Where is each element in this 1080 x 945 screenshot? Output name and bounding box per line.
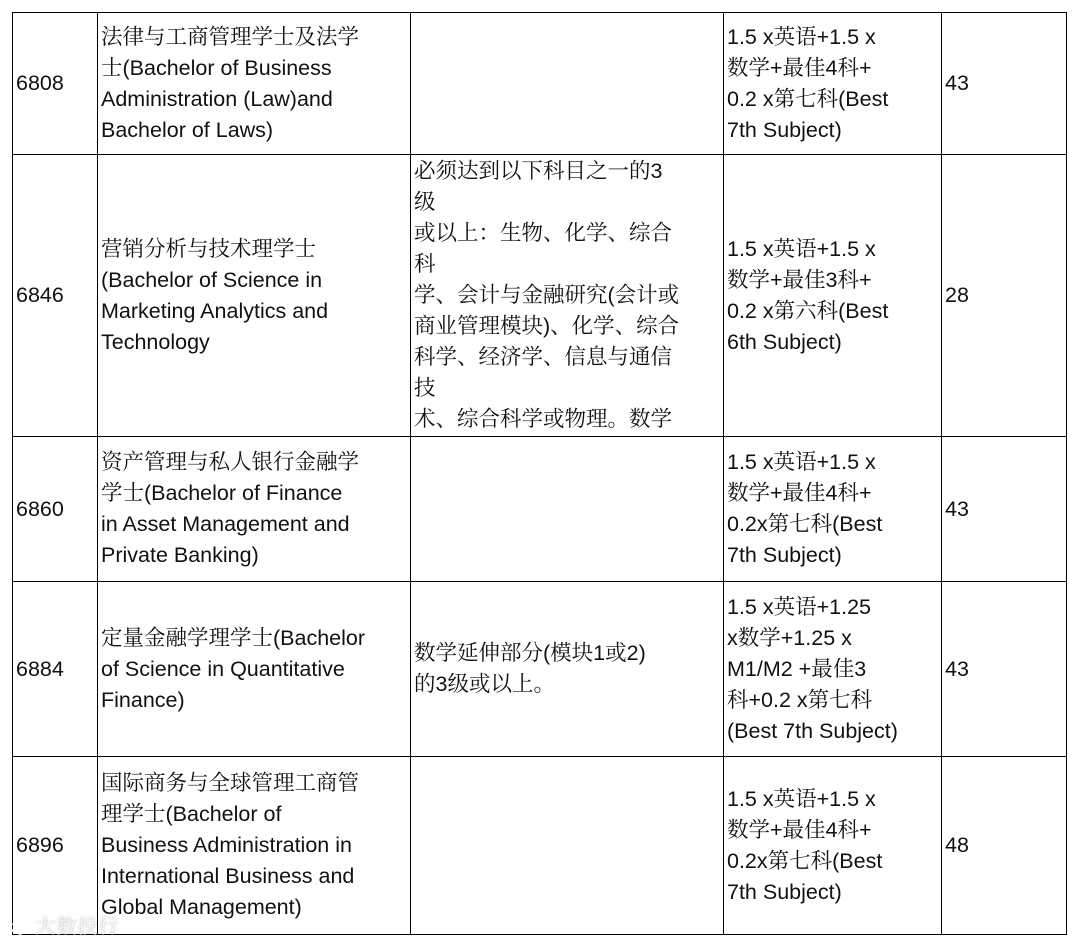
table-row	[13, 155, 1067, 437]
min-score: 43	[945, 496, 969, 521]
formula-line: 科+0.2 x第七科	[727, 687, 873, 712]
program-code: 6846	[16, 283, 64, 307]
requirement-line: 或以上：生物、化学、综合	[414, 221, 673, 245]
program-name-cell	[98, 757, 411, 935]
formula-line: 1.5 x英语+1.5 x	[727, 786, 876, 811]
formula-line: 数学+最佳4科+	[727, 481, 872, 505]
program-code-cell	[13, 155, 98, 437]
program-name-line: 士(Bachelor of Business	[101, 55, 332, 80]
formula-line: 7th Subject)	[727, 879, 842, 904]
min-score: 43	[945, 71, 969, 95]
requirement-line: 的3级或以上。	[414, 672, 555, 696]
program-name-line: Private Banking)	[101, 543, 259, 567]
watermark	[6, 910, 119, 940]
min-score-cell	[942, 155, 1067, 437]
min-score-cell	[942, 582, 1067, 757]
min-score-cell	[942, 13, 1067, 155]
program-name-cell	[98, 582, 411, 757]
program-name-line: 资产管理与私人银行金融学	[101, 450, 360, 474]
program-code: 6808	[16, 71, 64, 95]
table-body	[13, 13, 1067, 935]
formula-line: 1.5 x英语+1.25	[727, 594, 872, 619]
score-formula-cell	[724, 757, 942, 935]
formula-line: 0.2 x第七科(Best	[727, 86, 889, 111]
program-code-cell	[13, 437, 98, 582]
formula-line: 6th Subject)	[727, 329, 842, 354]
program-name-line: Administration (Law)and	[101, 86, 333, 111]
requirement-line: 科	[414, 252, 436, 276]
formula-line: 1.5 x英语+1.5 x	[727, 24, 876, 49]
score-formula-cell	[724, 155, 942, 437]
program-code-cell	[13, 582, 98, 757]
formula-line: 1.5 x英语+1.5 x	[727, 236, 876, 261]
table-row	[13, 13, 1067, 155]
formula-line: 0.2 x第六科(Best	[727, 298, 889, 323]
program-name-line: 理学士(Bachelor of	[101, 802, 282, 826]
table-row	[13, 582, 1067, 757]
program-name-line: 营销分析与技术理学士	[101, 236, 317, 261]
program-name-line: Global Management)	[101, 895, 302, 919]
program-name-line: Finance)	[101, 687, 185, 712]
min-score-cell	[942, 757, 1067, 935]
program-code-cell	[13, 13, 98, 155]
requirement-line: 科学、经济学、信息与通信	[414, 345, 673, 369]
program-name-line: Business Administration in	[101, 833, 352, 857]
formula-line: 数学+最佳4科+	[727, 817, 872, 842]
program-name-line: 定量金融学理学士(Bachelor	[101, 625, 366, 650]
watermark-text: 大数投行	[35, 914, 120, 938]
table-row	[13, 437, 1067, 582]
program-name-line: Technology	[101, 329, 210, 354]
program-name-line: in Asset Management and	[101, 512, 350, 536]
program-name-cell	[98, 155, 411, 437]
weibo-logo-icon	[6, 919, 28, 937]
requirement-line: 级	[414, 190, 436, 214]
score-formula-cell	[724, 582, 942, 757]
table-row	[13, 757, 1067, 935]
program-name-cell	[98, 437, 411, 582]
min-score-cell	[942, 437, 1067, 582]
program-code: 6884	[16, 656, 64, 681]
subject-requirement-cell	[411, 155, 724, 437]
min-score: 28	[945, 283, 969, 307]
min-score: 48	[945, 833, 969, 857]
program-name-line: (Bachelor of Science in	[101, 267, 323, 292]
requirement-line: 术、综合科学或物理。数学	[414, 407, 673, 431]
formula-line: 7th Subject)	[727, 543, 842, 567]
admission-requirements-table	[12, 12, 1067, 935]
score-formula-cell	[724, 437, 942, 582]
program-name-line: of Science in Quantitative	[101, 656, 345, 681]
formula-line: 7th Subject)	[727, 117, 842, 142]
requirement-line: 技	[414, 376, 436, 400]
program-code: 6896	[16, 833, 64, 857]
program-name-line: 国际商务与全球管理工商管	[101, 771, 360, 795]
subject-requirement-cell	[411, 13, 724, 155]
requirement-line: 学、会计与金融研究(会计或	[414, 283, 680, 307]
subject-requirement-cell	[411, 437, 724, 582]
formula-line: 0.2x第七科(Best	[727, 848, 883, 873]
formula-line: 数学+最佳3科+	[727, 267, 872, 292]
program-name-line: Marketing Analytics and	[101, 298, 329, 323]
formula-line: M1/M2 +最佳3	[727, 656, 867, 681]
program-name-cell	[98, 13, 411, 155]
min-score: 43	[945, 656, 969, 681]
formula-line: x数学+1.25 x	[727, 625, 852, 650]
formula-line: 1.5 x英语+1.5 x	[727, 450, 876, 474]
formula-line: 0.2x第七科(Best	[727, 512, 883, 536]
requirement-line: 商业管理模块)、化学、综合	[414, 314, 680, 338]
program-name-line: International Business and	[101, 864, 355, 888]
program-name-line: Bachelor of Laws)	[101, 117, 274, 142]
subject-requirement-cell	[411, 582, 724, 757]
score-formula-cell	[724, 13, 942, 155]
program-code: 6860	[16, 496, 64, 521]
requirement-line: 数学延伸部分(模块1或2)	[414, 641, 646, 665]
subject-requirement-cell	[411, 757, 724, 935]
requirement-line: 必须达到以下科目之一的3	[414, 159, 663, 183]
program-name-line: 法律与工商管理学士及法学	[101, 24, 360, 49]
formula-line: (Best 7th Subject)	[727, 718, 898, 743]
program-name-line: 学士(Bachelor of Finance	[101, 481, 343, 505]
formula-line: 数学+最佳4科+	[727, 55, 872, 80]
program-code-cell	[13, 757, 98, 935]
